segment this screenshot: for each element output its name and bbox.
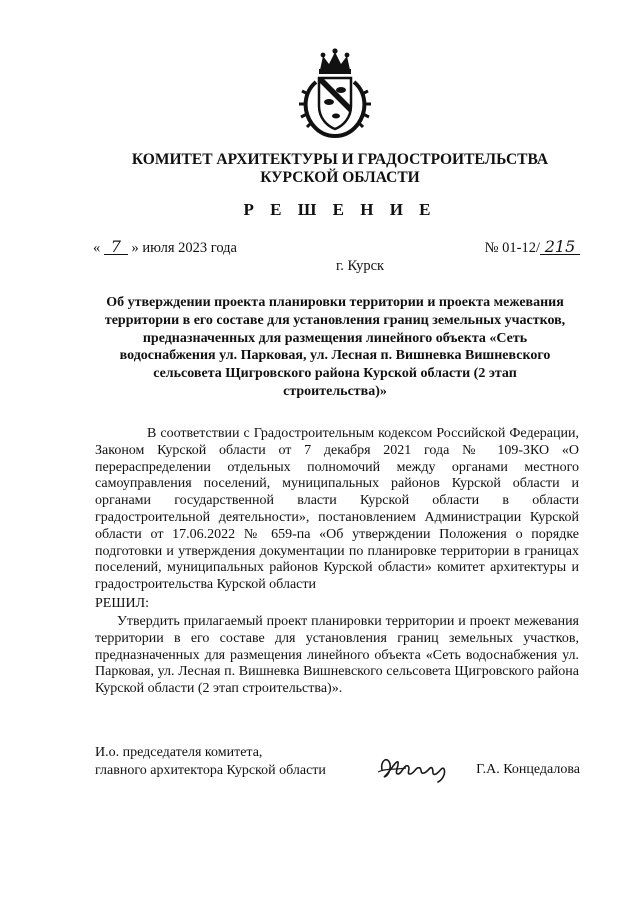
signatory-position-line1: И.о. председателя комитета, bbox=[95, 745, 263, 760]
handwritten-signature-icon bbox=[376, 750, 456, 784]
body-paragraph-1: В соответствии с Градостроительным кодексом Российской Федерации, Законом Курской области от 7 декабря 2021 года № 109-ЗКО «О перераспределении отдельных полномочий между органами местного самоуправления поселений, муниципальных районов Курской области и органами государственной власти Курской области в области градостроительной деятельности», постановлением Администрации Курской области от 17.06.2022 № 659-па «Об утверждении Положения о порядке подготовки и утверждения документации по планировке территории в границах поселений, муниципальных районов Курской области» комитет архитектуры и градостроительства Курской области bbox=[95, 426, 579, 593]
signatory-position bbox=[95, 744, 326, 779]
resolved-label: РЕШИЛ: bbox=[95, 596, 149, 611]
signatory-position-line2: главного архитектора Курской области bbox=[95, 762, 326, 778]
body-paragraph-2: Утвердить прилагаемый проект планировки территории и проект межевания территории в его составе для установления границ земельных участков, предназначенных для размещения линейного объекта «Сеть водоснабжения ул. Парковая, ул. Лесная п. Вишневка Вишневского сельсовета Щигровского района Курской области (2 этап строительства)». bbox=[95, 614, 579, 697]
number-prefix: № 01-12/ bbox=[484, 240, 540, 256]
document-number bbox=[484, 237, 580, 257]
date-suffix: » июля 2023 года bbox=[131, 240, 237, 256]
document-subject: Об утверждении проекта планировки территории и проекта межевания территории в его составе для установления границ земельных участков, предназначенных для размещения линейного объекта «Сеть водоснабжения ул. Парковая, ул. Лесная п. Вишневка Вишневского сельсовета Щигровского района Курской области (2 этап строительства)» bbox=[104, 295, 566, 399]
date-prefix: « bbox=[93, 240, 101, 256]
kursk-coat-of-arms-icon bbox=[296, 48, 374, 140]
date-day-handwritten: 7 bbox=[104, 240, 128, 255]
document-city: г. Курск bbox=[335, 258, 385, 274]
document-date bbox=[93, 237, 237, 257]
number-handwritten: 215 bbox=[540, 240, 580, 255]
organization-name-line1: КОМИТЕТ АРХИТЕКТУРЫ И ГРАДОСТРОИТЕЛЬСТВА bbox=[131, 151, 549, 168]
signatory-name: Г.А. Концедалова bbox=[476, 762, 580, 777]
organization-name-line2: КУРСКОЙ ОБЛАСТИ bbox=[260, 169, 420, 186]
document-type-title: Р Е Ш Е Н И Е bbox=[243, 200, 437, 219]
